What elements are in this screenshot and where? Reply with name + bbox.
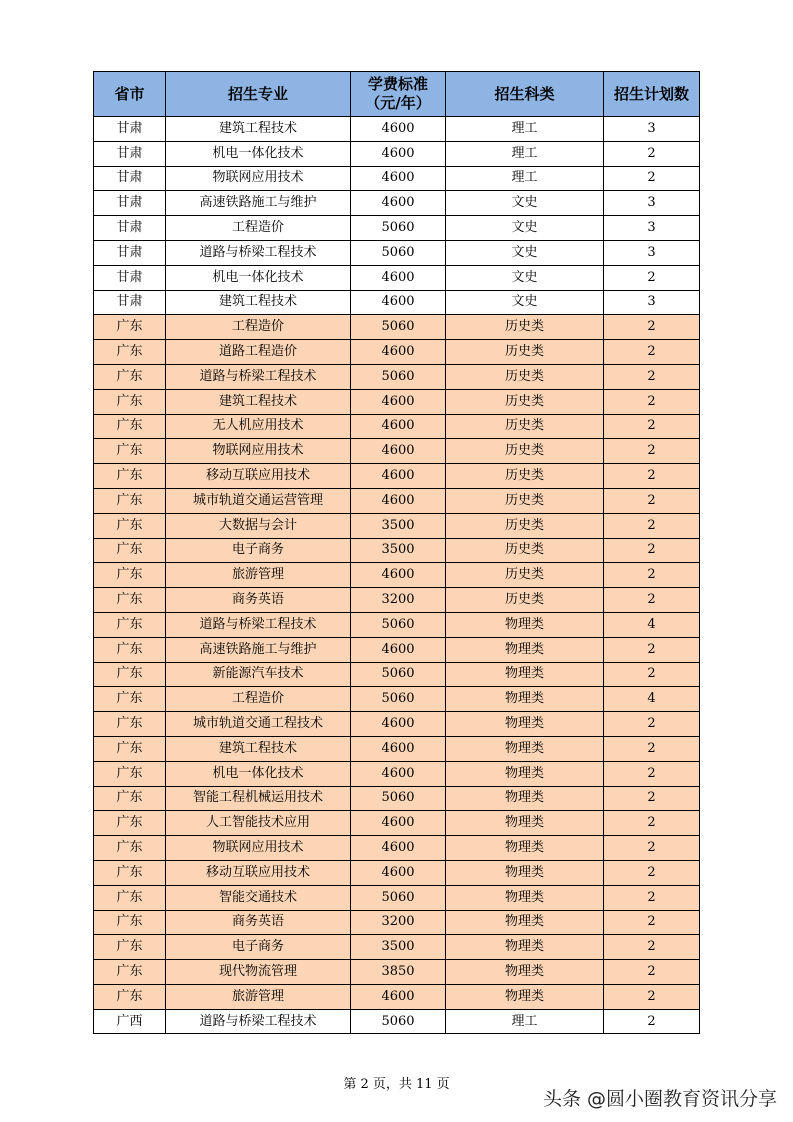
cell-fee: 4600 xyxy=(351,488,446,513)
cell-fee: 5060 xyxy=(351,1009,446,1034)
table-row xyxy=(94,513,700,538)
cell-category: 文史 xyxy=(446,265,604,290)
cell-category: 历史类 xyxy=(446,340,604,365)
cell-major: 物联网应用技术 xyxy=(166,166,351,191)
cell-category: 历史类 xyxy=(446,488,604,513)
cell-plan: 2 xyxy=(604,935,700,960)
cell-major: 道路与桥梁工程技术 xyxy=(166,612,351,637)
cell-major: 工程造价 xyxy=(166,216,351,241)
table-row xyxy=(94,364,700,389)
table-row xyxy=(94,836,700,861)
cell-major: 道路与桥梁工程技术 xyxy=(166,364,351,389)
cell-fee: 4600 xyxy=(351,811,446,836)
cell-major: 建筑工程技术 xyxy=(166,290,351,315)
cell-fee: 4600 xyxy=(351,464,446,489)
cell-province: 广东 xyxy=(94,340,166,365)
cell-province: 广东 xyxy=(94,736,166,761)
table-row xyxy=(94,290,700,315)
cell-province: 广东 xyxy=(94,637,166,662)
cell-plan: 2 xyxy=(604,588,700,613)
cell-major: 物联网应用技术 xyxy=(166,836,351,861)
table-body xyxy=(94,117,700,1034)
cell-major: 大数据与会计 xyxy=(166,513,351,538)
table-row xyxy=(94,712,700,737)
cell-plan: 2 xyxy=(604,712,700,737)
enrollment-table-container xyxy=(93,71,699,1034)
cell-plan: 2 xyxy=(604,836,700,861)
cell-fee: 5060 xyxy=(351,885,446,910)
cell-major: 电子商务 xyxy=(166,935,351,960)
cell-plan: 2 xyxy=(604,315,700,340)
cell-category: 物理类 xyxy=(446,960,604,985)
cell-fee: 4600 xyxy=(351,191,446,216)
cell-province: 甘肃 xyxy=(94,265,166,290)
cell-category: 历史类 xyxy=(446,563,604,588)
table-row xyxy=(94,885,700,910)
cell-fee: 3500 xyxy=(351,538,446,563)
cell-plan: 2 xyxy=(604,885,700,910)
cell-category: 物理类 xyxy=(446,687,604,712)
cell-major: 高速铁路施工与维护 xyxy=(166,191,351,216)
cell-plan: 2 xyxy=(604,166,700,191)
cell-plan: 2 xyxy=(604,960,700,985)
table-row xyxy=(94,612,700,637)
table-row xyxy=(94,786,700,811)
cell-plan: 2 xyxy=(604,811,700,836)
cell-major: 商务英语 xyxy=(166,588,351,613)
cell-province: 广东 xyxy=(94,687,166,712)
cell-plan: 2 xyxy=(604,364,700,389)
cell-category: 历史类 xyxy=(446,464,604,489)
table-row xyxy=(94,960,700,985)
cell-plan: 3 xyxy=(604,216,700,241)
cell-major: 旅游管理 xyxy=(166,563,351,588)
table-row xyxy=(94,117,700,142)
table-row xyxy=(94,315,700,340)
cell-plan: 4 xyxy=(604,612,700,637)
table-row xyxy=(94,687,700,712)
cell-major: 道路与桥梁工程技术 xyxy=(166,1009,351,1034)
cell-province: 甘肃 xyxy=(94,240,166,265)
table-row xyxy=(94,340,700,365)
table-row xyxy=(94,488,700,513)
table-row xyxy=(94,166,700,191)
table-row xyxy=(94,811,700,836)
cell-category: 物理类 xyxy=(446,662,604,687)
cell-plan: 2 xyxy=(604,414,700,439)
cell-major: 无人机应用技术 xyxy=(166,414,351,439)
cell-fee: 4600 xyxy=(351,563,446,588)
cell-fee: 5060 xyxy=(351,364,446,389)
cell-province: 广东 xyxy=(94,935,166,960)
cell-fee: 4600 xyxy=(351,637,446,662)
cell-major: 高速铁路施工与维护 xyxy=(166,637,351,662)
cell-fee: 4600 xyxy=(351,166,446,191)
cell-major: 城市轨道交通工程技术 xyxy=(166,712,351,737)
cell-major: 建筑工程技术 xyxy=(166,389,351,414)
table-row xyxy=(94,761,700,786)
table-row xyxy=(94,265,700,290)
cell-plan: 3 xyxy=(604,290,700,315)
cell-major: 机电一体化技术 xyxy=(166,761,351,786)
cell-plan: 2 xyxy=(604,513,700,538)
cell-fee: 4600 xyxy=(351,860,446,885)
cell-plan: 2 xyxy=(604,340,700,365)
cell-plan: 2 xyxy=(604,786,700,811)
table-row xyxy=(94,563,700,588)
cell-category: 物理类 xyxy=(446,637,604,662)
table-row xyxy=(94,588,700,613)
cell-fee: 3500 xyxy=(351,513,446,538)
cell-fee: 5060 xyxy=(351,240,446,265)
cell-plan: 2 xyxy=(604,662,700,687)
cell-category: 历史类 xyxy=(446,364,604,389)
cell-category: 历史类 xyxy=(446,389,604,414)
cell-fee: 3500 xyxy=(351,935,446,960)
cell-category: 物理类 xyxy=(446,885,604,910)
cell-major: 道路工程造价 xyxy=(166,340,351,365)
cell-category: 物理类 xyxy=(446,811,604,836)
cell-plan: 2 xyxy=(604,538,700,563)
cell-province: 广东 xyxy=(94,563,166,588)
cell-province: 广东 xyxy=(94,315,166,340)
cell-category: 历史类 xyxy=(446,439,604,464)
cell-plan: 2 xyxy=(604,637,700,662)
cell-plan: 3 xyxy=(604,240,700,265)
cell-province: 广东 xyxy=(94,364,166,389)
cell-category: 物理类 xyxy=(446,836,604,861)
cell-province: 广东 xyxy=(94,786,166,811)
table-row xyxy=(94,191,700,216)
cell-province: 广东 xyxy=(94,960,166,985)
cell-category: 物理类 xyxy=(446,984,604,1009)
cell-category: 历史类 xyxy=(446,414,604,439)
cell-province: 广东 xyxy=(94,488,166,513)
cell-province: 甘肃 xyxy=(94,191,166,216)
cell-category: 历史类 xyxy=(446,513,604,538)
cell-province: 广东 xyxy=(94,761,166,786)
cell-province: 广东 xyxy=(94,662,166,687)
cell-category: 物理类 xyxy=(446,712,604,737)
cell-province: 甘肃 xyxy=(94,290,166,315)
cell-major: 移动互联应用技术 xyxy=(166,464,351,489)
cell-fee: 3200 xyxy=(351,910,446,935)
cell-province: 甘肃 xyxy=(94,166,166,191)
table-row xyxy=(94,662,700,687)
cell-category: 文史 xyxy=(446,216,604,241)
cell-province: 广东 xyxy=(94,910,166,935)
cell-fee: 5060 xyxy=(351,315,446,340)
cell-category: 文史 xyxy=(446,290,604,315)
cell-major: 移动互联应用技术 xyxy=(166,860,351,885)
cell-category: 历史类 xyxy=(446,315,604,340)
cell-province: 广东 xyxy=(94,860,166,885)
cell-province: 广西 xyxy=(94,1009,166,1034)
cell-fee: 4600 xyxy=(351,141,446,166)
cell-major: 机电一体化技术 xyxy=(166,265,351,290)
cell-major: 电子商务 xyxy=(166,538,351,563)
cell-major: 机电一体化技术 xyxy=(166,141,351,166)
cell-category: 历史类 xyxy=(446,538,604,563)
watermark-text: 头条 @圆小圈教育资讯分享 xyxy=(542,1088,777,1110)
header-major: 招生专业 xyxy=(166,72,351,117)
cell-plan: 2 xyxy=(604,860,700,885)
cell-plan: 2 xyxy=(604,761,700,786)
cell-category: 物理类 xyxy=(446,786,604,811)
cell-fee: 4600 xyxy=(351,736,446,761)
cell-province: 甘肃 xyxy=(94,141,166,166)
table-row xyxy=(94,141,700,166)
cell-fee: 4600 xyxy=(351,414,446,439)
table-row xyxy=(94,439,700,464)
cell-province: 广东 xyxy=(94,389,166,414)
cell-plan: 2 xyxy=(604,439,700,464)
cell-fee: 5060 xyxy=(351,687,446,712)
cell-major: 现代物流管理 xyxy=(166,960,351,985)
cell-category: 物理类 xyxy=(446,761,604,786)
cell-plan: 2 xyxy=(604,389,700,414)
cell-province: 广东 xyxy=(94,588,166,613)
table-row xyxy=(94,935,700,960)
header-province: 省市 xyxy=(94,72,166,117)
cell-fee: 3200 xyxy=(351,588,446,613)
page-footer: 第 2 页，共 11 页 xyxy=(343,1077,450,1092)
cell-category: 文史 xyxy=(446,240,604,265)
table-row xyxy=(94,910,700,935)
cell-fee: 4600 xyxy=(351,984,446,1009)
cell-major: 工程造价 xyxy=(166,315,351,340)
cell-plan: 2 xyxy=(604,1009,700,1034)
cell-fee: 5060 xyxy=(351,216,446,241)
table-row xyxy=(94,389,700,414)
header-category: 招生科类 xyxy=(446,72,604,117)
cell-fee: 4600 xyxy=(351,117,446,142)
cell-province: 广东 xyxy=(94,464,166,489)
cell-province: 广东 xyxy=(94,811,166,836)
cell-major: 物联网应用技术 xyxy=(166,439,351,464)
cell-category: 理工 xyxy=(446,141,604,166)
table-row xyxy=(94,216,700,241)
cell-major: 智能交通技术 xyxy=(166,885,351,910)
cell-fee: 3850 xyxy=(351,960,446,985)
cell-fee: 4600 xyxy=(351,712,446,737)
cell-category: 物理类 xyxy=(446,860,604,885)
cell-fee: 4600 xyxy=(351,761,446,786)
cell-major: 旅游管理 xyxy=(166,984,351,1009)
table-row xyxy=(94,637,700,662)
cell-category: 理工 xyxy=(446,117,604,142)
cell-fee: 5060 xyxy=(351,786,446,811)
cell-fee: 5060 xyxy=(351,662,446,687)
cell-province: 广东 xyxy=(94,836,166,861)
cell-major: 商务英语 xyxy=(166,910,351,935)
cell-major: 智能工程机械运用技术 xyxy=(166,786,351,811)
header-fee: 学费标准 （元/年） xyxy=(351,72,446,117)
cell-category: 理工 xyxy=(446,1009,604,1034)
cell-province: 广东 xyxy=(94,439,166,464)
cell-fee: 4600 xyxy=(351,340,446,365)
table-header-row xyxy=(94,72,700,117)
cell-province: 甘肃 xyxy=(94,216,166,241)
cell-plan: 2 xyxy=(604,563,700,588)
cell-major: 城市轨道交通运营管理 xyxy=(166,488,351,513)
cell-fee: 4600 xyxy=(351,290,446,315)
cell-category: 物理类 xyxy=(446,612,604,637)
cell-plan: 2 xyxy=(604,141,700,166)
cell-plan: 2 xyxy=(604,910,700,935)
cell-plan: 2 xyxy=(604,984,700,1009)
table-row xyxy=(94,736,700,761)
cell-fee: 5060 xyxy=(351,612,446,637)
cell-province: 广东 xyxy=(94,513,166,538)
cell-plan: 2 xyxy=(604,265,700,290)
cell-plan: 2 xyxy=(604,488,700,513)
cell-province: 广东 xyxy=(94,612,166,637)
cell-province: 广东 xyxy=(94,984,166,1009)
cell-category: 文史 xyxy=(446,191,604,216)
cell-province: 广东 xyxy=(94,712,166,737)
cell-fee: 4600 xyxy=(351,389,446,414)
cell-major: 人工智能技术应用 xyxy=(166,811,351,836)
cell-category: 历史类 xyxy=(446,588,604,613)
table-row xyxy=(94,464,700,489)
table-row xyxy=(94,414,700,439)
cell-fee: 4600 xyxy=(351,836,446,861)
cell-category: 物理类 xyxy=(446,935,604,960)
enrollment-table xyxy=(93,71,700,1034)
cell-plan: 4 xyxy=(604,687,700,712)
cell-fee: 4600 xyxy=(351,439,446,464)
table-row xyxy=(94,538,700,563)
cell-province: 广东 xyxy=(94,414,166,439)
table-row xyxy=(94,240,700,265)
cell-major: 道路与桥梁工程技术 xyxy=(166,240,351,265)
cell-major: 新能源汽车技术 xyxy=(166,662,351,687)
cell-plan: 3 xyxy=(604,191,700,216)
cell-plan: 2 xyxy=(604,736,700,761)
cell-category: 物理类 xyxy=(446,736,604,761)
cell-province: 广东 xyxy=(94,885,166,910)
cell-major: 建筑工程技术 xyxy=(166,736,351,761)
cell-province: 广东 xyxy=(94,538,166,563)
cell-category: 理工 xyxy=(446,166,604,191)
cell-fee: 4600 xyxy=(351,265,446,290)
cell-category: 物理类 xyxy=(446,910,604,935)
cell-plan: 2 xyxy=(604,464,700,489)
table-row xyxy=(94,860,700,885)
cell-plan: 3 xyxy=(604,117,700,142)
table-row xyxy=(94,1009,700,1034)
cell-major: 工程造价 xyxy=(166,687,351,712)
cell-major: 建筑工程技术 xyxy=(166,117,351,142)
header-plan: 招生计划数 xyxy=(604,72,700,117)
cell-province: 甘肃 xyxy=(94,117,166,142)
table-row xyxy=(94,984,700,1009)
